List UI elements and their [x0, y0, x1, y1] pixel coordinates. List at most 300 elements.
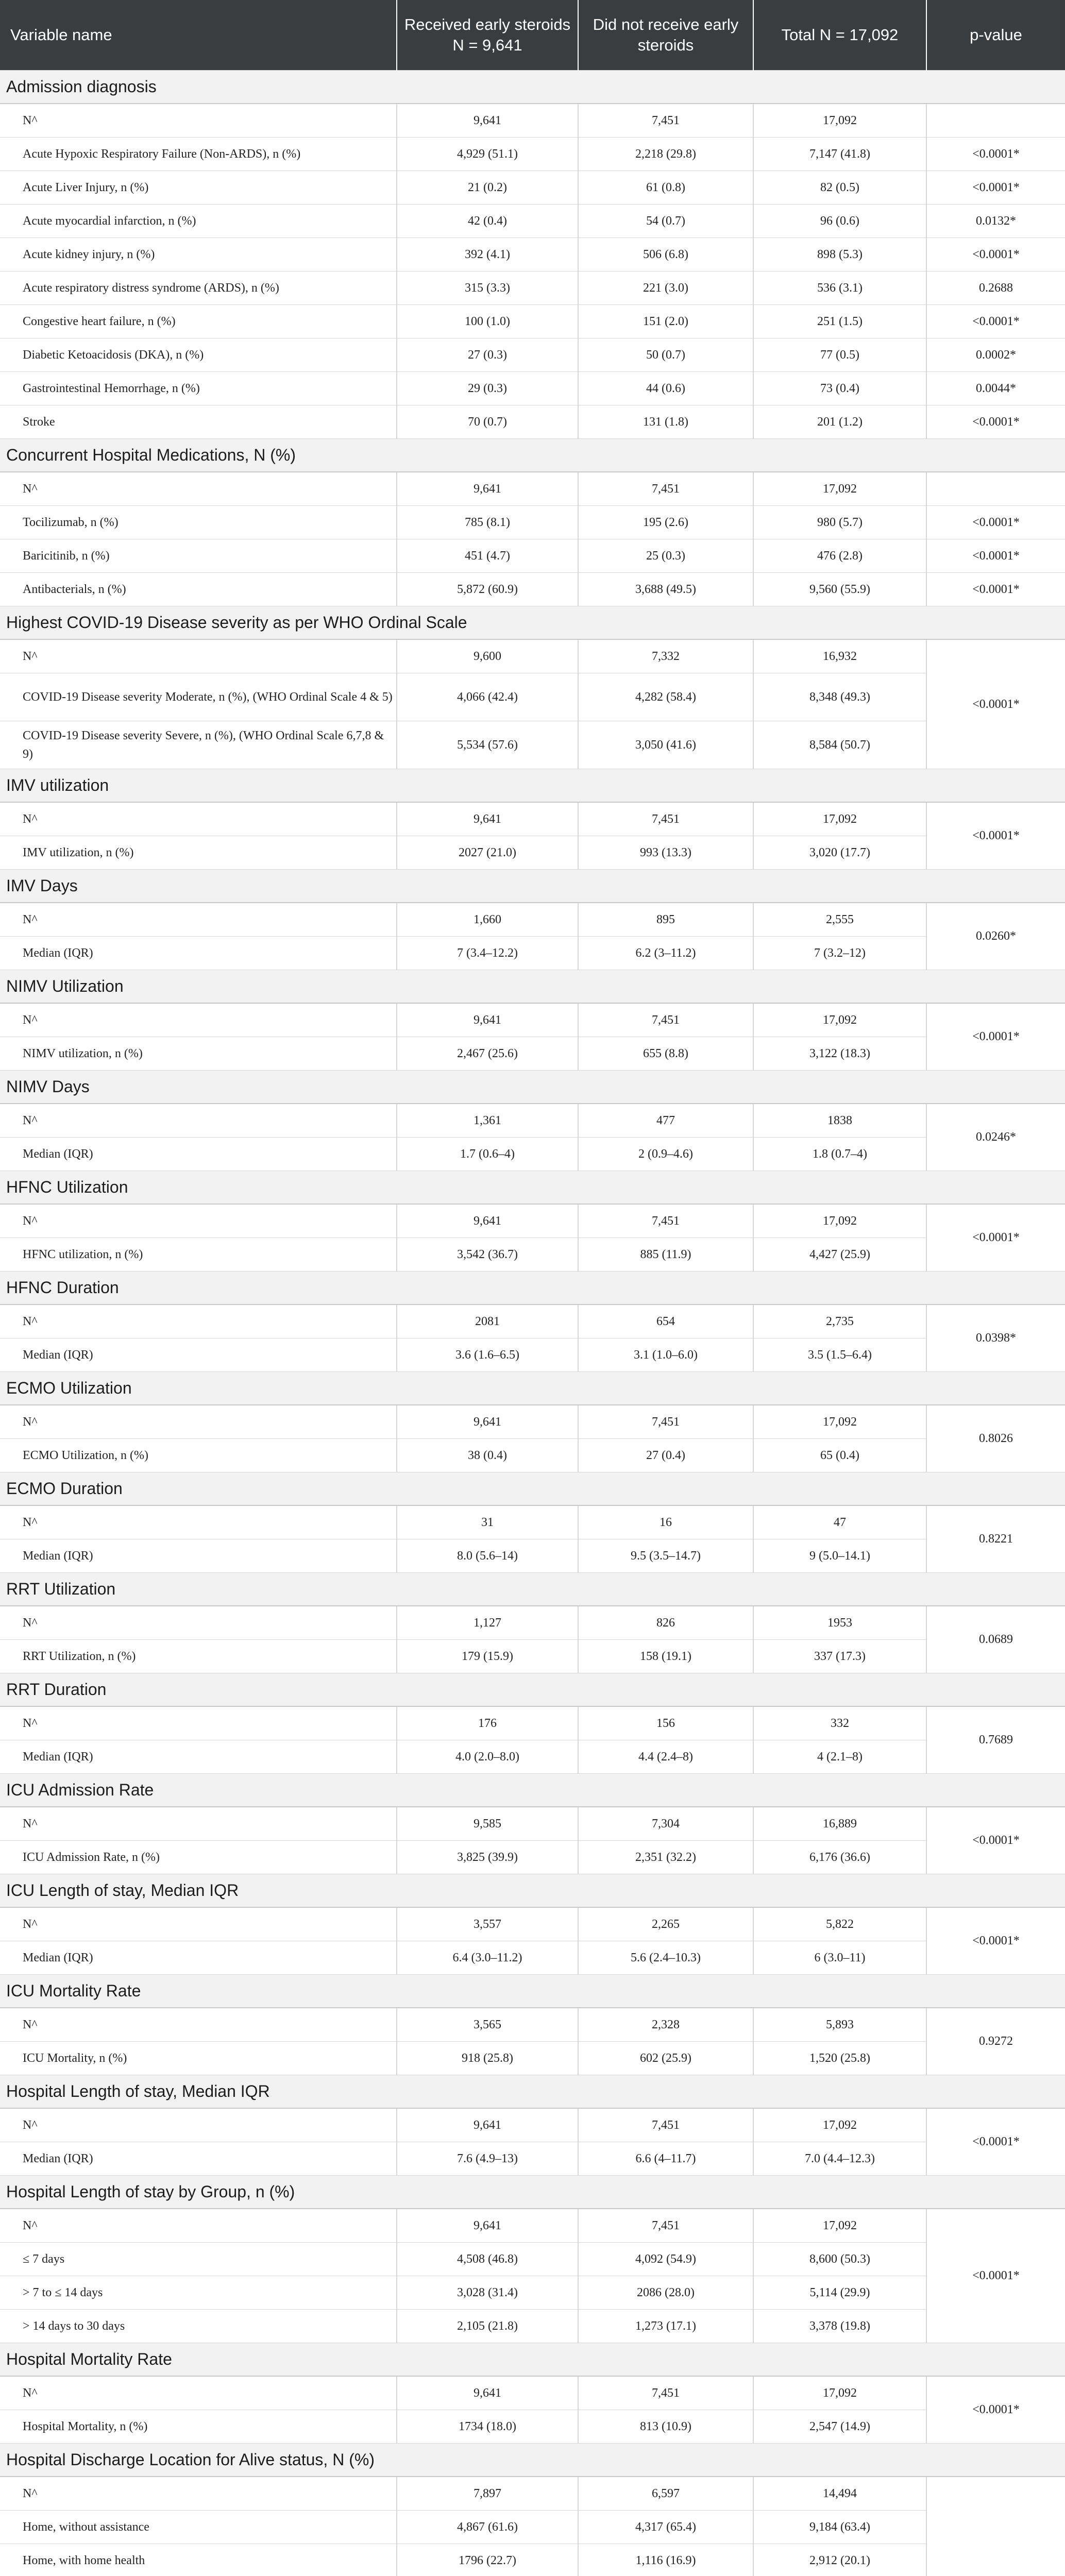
row-total-cell: 73 (0.4) — [753, 372, 926, 405]
row-variable-cell: Median (IQR) — [0, 1539, 397, 1573]
row-p-value-cell: 0.7689 — [926, 1706, 1065, 1774]
row-not-received-cell: 7,332 — [578, 639, 753, 673]
table-row — [0, 903, 1065, 937]
section-header-row — [0, 2176, 1065, 2209]
row-received-cell: 38 (0.4) — [397, 1439, 578, 1472]
row-total-cell: 332 — [753, 1706, 926, 1740]
row-p-value-cell: <0.0001* — [926, 138, 1065, 171]
row-total-cell: 4 (2.1–8) — [753, 1740, 926, 1774]
row-not-received-cell: 3,050 (41.6) — [578, 721, 753, 769]
header-p-value: p-value — [926, 0, 1065, 71]
row-variable-cell: N^ — [0, 472, 397, 506]
section-title: Highest COVID-19 Disease severity as per WHO Ordinal Scale — [0, 606, 1065, 640]
table-row — [0, 1706, 1065, 1740]
row-received-cell: 4,929 (51.1) — [397, 138, 578, 171]
row-not-received-cell: 813 (10.9) — [578, 2410, 753, 2444]
section-header-row — [0, 970, 1065, 1004]
row-received-cell: 2027 (21.0) — [397, 836, 578, 870]
row-not-received-cell: 7,451 — [578, 2376, 753, 2410]
row-total-cell: 5,114 (29.9) — [753, 2276, 926, 2310]
table-row — [0, 506, 1065, 539]
row-received-cell: 9,641 — [397, 2376, 578, 2410]
row-variable-cell: Median (IQR) — [0, 1740, 397, 1774]
row-not-received-cell: 27 (0.4) — [578, 1439, 753, 1472]
table-row — [0, 472, 1065, 506]
row-not-received-cell: 7,451 — [578, 1003, 753, 1037]
table-row — [0, 2310, 1065, 2343]
row-total-cell: 3,122 (18.3) — [753, 1037, 926, 1071]
table-row — [0, 836, 1065, 870]
section-header-row — [0, 1573, 1065, 1606]
row-received-cell: 8.0 (5.6–14) — [397, 1539, 578, 1573]
row-received-cell: 315 (3.3) — [397, 272, 578, 305]
row-not-received-cell: 4,317 (65.4) — [578, 2511, 753, 2544]
row-not-received-cell: 654 — [578, 1304, 753, 1338]
row-not-received-cell: 61 (0.8) — [578, 171, 753, 205]
section-header-row — [0, 1472, 1065, 1506]
row-received-cell: 70 (0.7) — [397, 405, 578, 439]
table-body — [0, 71, 1065, 2576]
section-header-row — [0, 71, 1065, 104]
row-received-cell: 1,127 — [397, 1606, 578, 1640]
row-not-received-cell: 44 (0.6) — [578, 372, 753, 405]
row-variable-cell: N^ — [0, 2209, 397, 2243]
row-p-value-cell: <0.0001* — [926, 405, 1065, 439]
section-title: Concurrent Hospital Medications, N (%) — [0, 439, 1065, 472]
row-variable-cell: Diabetic Ketoacidosis (DKA), n (%) — [0, 338, 397, 372]
table-row — [0, 2209, 1065, 2243]
row-variable-cell: N^ — [0, 2008, 397, 2042]
row-total-cell: 1838 — [753, 1104, 926, 1138]
row-p-value-cell: 0.0044* — [926, 372, 1065, 405]
row-total-cell: 1.8 (0.7–4) — [753, 1138, 926, 1171]
section-title: Hospital Mortality Rate — [0, 2343, 1065, 2377]
table-row — [0, 673, 1065, 721]
table-row — [0, 802, 1065, 836]
row-total-cell: 4,427 (25.9) — [753, 1238, 926, 1272]
header-variable-name: Variable name — [0, 0, 397, 71]
section-title: HFNC Duration — [0, 1272, 1065, 1305]
section-title: ECMO Duration — [0, 1472, 1065, 1506]
row-variable-cell: COVID-19 Disease severity Moderate, n (%), (WHO Ordinal Scale 4 & 5) — [0, 673, 397, 721]
table-row — [0, 2477, 1065, 2511]
table-row — [0, 2410, 1065, 2444]
header-total: Total N = 17,092 — [753, 0, 926, 71]
row-not-received-cell: 2 (0.9–4.6) — [578, 1138, 753, 1171]
row-p-value-cell — [926, 104, 1065, 138]
table-row — [0, 2276, 1065, 2310]
row-total-cell: 7.0 (4.4–12.3) — [753, 2142, 926, 2176]
row-not-received-cell: 2,218 (29.8) — [578, 138, 753, 171]
row-total-cell: 3,020 (17.7) — [753, 836, 926, 870]
row-not-received-cell: 25 (0.3) — [578, 539, 753, 573]
row-not-received-cell: 506 (6.8) — [578, 238, 753, 272]
row-received-cell: 392 (4.1) — [397, 238, 578, 272]
row-not-received-cell: 3.1 (1.0–6.0) — [578, 1338, 753, 1372]
row-total-cell: 980 (5.7) — [753, 506, 926, 539]
row-received-cell: 3,557 — [397, 1907, 578, 1941]
row-not-received-cell: 7,304 — [578, 1807, 753, 1841]
section-header-row — [0, 1975, 1065, 2008]
row-received-cell: 3,565 — [397, 2008, 578, 2042]
table-row — [0, 2008, 1065, 2042]
row-p-value-cell: 0.8026 — [926, 1405, 1065, 1472]
row-variable-cell: N^ — [0, 2376, 397, 2410]
row-p-value-cell: <0.0001* — [926, 171, 1065, 205]
row-total-cell: 47 — [753, 1505, 926, 1539]
row-p-value-cell: <0.0001* — [926, 238, 1065, 272]
header-not-received-label: Did not receive early steroids — [593, 15, 739, 54]
row-not-received-cell: 4,282 (58.4) — [578, 673, 753, 721]
row-total-cell: 16,889 — [753, 1807, 926, 1841]
row-received-cell: 3.6 (1.6–6.5) — [397, 1338, 578, 1372]
section-title: HFNC Utilization — [0, 1171, 1065, 1205]
section-title: RRT Duration — [0, 1673, 1065, 1707]
row-not-received-cell: 2,265 — [578, 1907, 753, 1941]
row-not-received-cell: 4.4 (2.4–8) — [578, 1740, 753, 1774]
section-header-row — [0, 2343, 1065, 2377]
table-row — [0, 1138, 1065, 1171]
table-row — [0, 2544, 1065, 2576]
row-total-cell: 5,893 — [753, 2008, 926, 2042]
table-row — [0, 1907, 1065, 1941]
table-row — [0, 1606, 1065, 1640]
row-not-received-cell: 3,688 (49.5) — [578, 573, 753, 606]
row-total-cell: 17,092 — [753, 1405, 926, 1439]
row-variable-cell: N^ — [0, 903, 397, 937]
table-row — [0, 2376, 1065, 2410]
row-variable-cell: N^ — [0, 1807, 397, 1841]
row-received-cell: 42 (0.4) — [397, 205, 578, 238]
row-variable-cell: ≤ 7 days — [0, 2243, 397, 2276]
row-p-value-cell: 0.0260* — [926, 903, 1065, 970]
table-row — [0, 171, 1065, 205]
row-received-cell: 2081 — [397, 1304, 578, 1338]
row-received-cell: 4,066 (42.4) — [397, 673, 578, 721]
row-not-received-cell: 54 (0.7) — [578, 205, 753, 238]
row-received-cell: 9,641 — [397, 802, 578, 836]
row-total-cell: 17,092 — [753, 472, 926, 506]
row-variable-cell: N^ — [0, 1505, 397, 1539]
row-received-cell: 6.4 (3.0–11.2) — [397, 1941, 578, 1975]
row-variable-cell: Stroke — [0, 405, 397, 439]
row-variable-cell: Median (IQR) — [0, 937, 397, 970]
table-row — [0, 2042, 1065, 2075]
row-p-value-cell: 0.2688 — [926, 272, 1065, 305]
row-received-cell: 1796 (22.7) — [397, 2544, 578, 2576]
row-variable-cell: Congestive heart failure, n (%) — [0, 305, 397, 338]
header-received-early-steroids — [397, 0, 578, 71]
section-title: ECMO Utilization — [0, 1372, 1065, 1405]
row-variable-cell: IMV utilization, n (%) — [0, 836, 397, 870]
row-received-cell: 9,641 — [397, 1003, 578, 1037]
table-row — [0, 573, 1065, 606]
row-variable-cell: N^ — [0, 1003, 397, 1037]
row-not-received-cell: 993 (13.3) — [578, 836, 753, 870]
row-received-cell: 9,641 — [397, 2209, 578, 2243]
section-title: NIMV Days — [0, 1071, 1065, 1104]
row-received-cell: 5,534 (57.6) — [397, 721, 578, 769]
table-row — [0, 1037, 1065, 1071]
row-variable-cell: > 14 days to 30 days — [0, 2310, 397, 2343]
row-received-cell: 9,641 — [397, 2108, 578, 2142]
section-header-row — [0, 2444, 1065, 2477]
row-p-value-cell: 0.0132* — [926, 205, 1065, 238]
table-row — [0, 2243, 1065, 2276]
row-variable-cell: Tocilizumab, n (%) — [0, 506, 397, 539]
row-variable-cell: N^ — [0, 1907, 397, 1941]
row-variable-cell: HFNC utilization, n (%) — [0, 1238, 397, 1272]
row-not-received-cell: 158 (19.1) — [578, 1640, 753, 1673]
row-variable-cell: Acute respiratory distress syndrome (ARDS), n (%) — [0, 272, 397, 305]
row-total-cell: 8,584 (50.7) — [753, 721, 926, 769]
table-row — [0, 721, 1065, 769]
section-title: IMV utilization — [0, 769, 1065, 803]
row-not-received-cell: 7,451 — [578, 2108, 753, 2142]
row-not-received-cell: 7,451 — [578, 802, 753, 836]
table-row — [0, 1807, 1065, 1841]
row-p-value-cell: <0.0001* — [926, 1204, 1065, 1272]
row-received-cell: 2,105 (21.8) — [397, 2310, 578, 2343]
row-not-received-cell: 6.6 (4–11.7) — [578, 2142, 753, 2176]
section-header-row — [0, 870, 1065, 903]
table-row — [0, 1740, 1065, 1774]
row-variable-cell: N^ — [0, 1606, 397, 1640]
row-p-value-cell: <0.0001* — [926, 2376, 1065, 2444]
section-header-row — [0, 1673, 1065, 1707]
table-row — [0, 1405, 1065, 1439]
row-received-cell: 7 (3.4–12.2) — [397, 937, 578, 970]
table-row — [0, 1003, 1065, 1037]
table-row — [0, 104, 1065, 138]
table-row — [0, 1338, 1065, 1372]
row-not-received-cell: 50 (0.7) — [578, 338, 753, 372]
row-total-cell: 17,092 — [753, 1204, 926, 1238]
row-variable-cell: N^ — [0, 639, 397, 673]
row-total-cell: 1,520 (25.8) — [753, 2042, 926, 2075]
row-total-cell: 7 (3.2–12) — [753, 937, 926, 970]
section-title: ICU Mortality Rate — [0, 1975, 1065, 2008]
row-total-cell: 201 (1.2) — [753, 405, 926, 439]
row-variable-cell: N^ — [0, 1304, 397, 1338]
row-total-cell: 6 (3.0–11) — [753, 1941, 926, 1975]
row-received-cell: 9,641 — [397, 1204, 578, 1238]
row-received-cell: 7.6 (4.9–13) — [397, 2142, 578, 2176]
header-received-n: N = 9,641 — [452, 36, 522, 54]
row-received-cell: 5,872 (60.9) — [397, 573, 578, 606]
row-variable-cell: Median (IQR) — [0, 1138, 397, 1171]
row-p-value-cell — [926, 472, 1065, 506]
row-p-value-cell: <0.0001* — [926, 1807, 1065, 1874]
row-received-cell: 9,585 — [397, 1807, 578, 1841]
table-row — [0, 405, 1065, 439]
row-variable-cell: ECMO Utilization, n (%) — [0, 1439, 397, 1472]
row-received-cell: 451 (4.7) — [397, 539, 578, 573]
table-row — [0, 238, 1065, 272]
row-not-received-cell: 2,351 (32.2) — [578, 1841, 753, 1874]
row-total-cell: 898 (5.3) — [753, 238, 926, 272]
row-p-value-cell: 0.8221 — [926, 1505, 1065, 1573]
table-row — [0, 1640, 1065, 1673]
row-not-received-cell: 895 — [578, 903, 753, 937]
row-total-cell: 3,378 (19.8) — [753, 2310, 926, 2343]
row-p-value-cell: <0.0001* — [926, 1003, 1065, 1071]
row-total-cell: 1953 — [753, 1606, 926, 1640]
row-variable-cell: ICU Admission Rate, n (%) — [0, 1841, 397, 1874]
table-row — [0, 338, 1065, 372]
row-not-received-cell: 7,451 — [578, 1204, 753, 1238]
row-total-cell: 2,555 — [753, 903, 926, 937]
row-not-received-cell: 826 — [578, 1606, 753, 1640]
row-not-received-cell: 5.6 (2.4–10.3) — [578, 1941, 753, 1975]
row-not-received-cell: 151 (2.0) — [578, 305, 753, 338]
table-header-row — [0, 0, 1065, 71]
row-variable-cell: Acute kidney injury, n (%) — [0, 238, 397, 272]
row-p-value-cell: 0.0246* — [926, 1104, 1065, 1171]
section-title: Hospital Length of stay by Group, n (%) — [0, 2176, 1065, 2209]
row-total-cell: 17,092 — [753, 2108, 926, 2142]
row-variable-cell: N^ — [0, 1706, 397, 1740]
row-received-cell: 4.0 (2.0–8.0) — [397, 1740, 578, 1774]
row-variable-cell: Median (IQR) — [0, 2142, 397, 2176]
row-not-received-cell: 9.5 (3.5–14.7) — [578, 1539, 753, 1573]
row-received-cell: 9,641 — [397, 1405, 578, 1439]
row-variable-cell: N^ — [0, 2108, 397, 2142]
row-variable-cell: ICU Mortality, n (%) — [0, 2042, 397, 2075]
row-received-cell: 3,542 (36.7) — [397, 1238, 578, 1272]
table-row — [0, 205, 1065, 238]
row-received-cell: 27 (0.3) — [397, 338, 578, 372]
row-variable-cell: N^ — [0, 1104, 397, 1138]
row-variable-cell: COVID-19 Disease severity Severe, n (%), (WHO Ordinal Scale 6,7,8 & 9) — [0, 721, 397, 769]
row-variable-cell: Median (IQR) — [0, 1338, 397, 1372]
table-row — [0, 1941, 1065, 1975]
section-title: Admission diagnosis — [0, 71, 1065, 104]
section-title: IMV Days — [0, 870, 1065, 903]
section-header-row — [0, 1071, 1065, 1104]
section-title: ICU Length of stay, Median IQR — [0, 1874, 1065, 1908]
row-total-cell: 8,348 (49.3) — [753, 673, 926, 721]
row-received-cell: 918 (25.8) — [397, 2042, 578, 2075]
row-not-received-cell: 131 (1.8) — [578, 405, 753, 439]
row-total-cell: 337 (17.3) — [753, 1640, 926, 1673]
row-p-value-cell: <0.0001* — [926, 506, 1065, 539]
section-title: NIMV Utilization — [0, 970, 1065, 1004]
row-not-received-cell: 7,451 — [578, 1405, 753, 1439]
row-received-cell: 179 (15.9) — [397, 1640, 578, 1673]
row-p-value-cell: <0.0001* — [926, 2108, 1065, 2176]
row-total-cell: 476 (2.8) — [753, 539, 926, 573]
row-received-cell: 2,467 (25.6) — [397, 1037, 578, 1071]
row-received-cell: 4,508 (46.8) — [397, 2243, 578, 2276]
row-variable-cell: Antibacterials, n (%) — [0, 573, 397, 606]
row-variable-cell: NIMV utilization, n (%) — [0, 1037, 397, 1071]
section-header-row — [0, 1272, 1065, 1305]
row-p-value-cell: 0.0002* — [926, 338, 1065, 372]
row-total-cell: 2,735 — [753, 1304, 926, 1338]
row-variable-cell: Home, without assistance — [0, 2511, 397, 2544]
row-p-value-cell: <0.0001* — [926, 573, 1065, 606]
row-total-cell: 17,092 — [753, 802, 926, 836]
row-not-received-cell: 4,092 (54.9) — [578, 2243, 753, 2276]
row-variable-cell: Hospital Mortality, n (%) — [0, 2410, 397, 2444]
table-row — [0, 2511, 1065, 2544]
row-not-received-cell: 6,597 — [578, 2477, 753, 2511]
section-header-row — [0, 769, 1065, 803]
section-header-row — [0, 1874, 1065, 1908]
row-not-received-cell: 16 — [578, 1505, 753, 1539]
row-not-received-cell: 655 (8.8) — [578, 1037, 753, 1071]
section-title: RRT Utilization — [0, 1573, 1065, 1606]
table-row — [0, 138, 1065, 171]
section-header-row — [0, 1774, 1065, 1807]
row-variable-cell: N^ — [0, 2477, 397, 2511]
row-p-value-cell: <0.0001* — [926, 305, 1065, 338]
row-received-cell: 31 — [397, 1505, 578, 1539]
row-total-cell: 96 (0.6) — [753, 205, 926, 238]
row-not-received-cell: 195 (2.6) — [578, 506, 753, 539]
header-not-received-early-steroids — [578, 0, 753, 71]
row-p-value-cell: <0.0001* — [926, 2209, 1065, 2343]
row-received-cell: 29 (0.3) — [397, 372, 578, 405]
row-received-cell: 1,361 — [397, 1104, 578, 1138]
row-received-cell: 176 — [397, 1706, 578, 1740]
row-variable-cell: Acute Hypoxic Respiratory Failure (Non-ARDS), n (%) — [0, 138, 397, 171]
row-received-cell: 785 (8.1) — [397, 506, 578, 539]
row-received-cell: 9,641 — [397, 472, 578, 506]
header-received-label: Received early steroids — [404, 15, 571, 33]
row-received-cell: 4,867 (61.6) — [397, 2511, 578, 2544]
table-row — [0, 1505, 1065, 1539]
row-variable-cell: N^ — [0, 802, 397, 836]
row-total-cell: 7,147 (41.8) — [753, 138, 926, 171]
row-total-cell: 14,494 — [753, 2477, 926, 2511]
table-row — [0, 1104, 1065, 1138]
row-not-received-cell: 6.2 (3–11.2) — [578, 937, 753, 970]
section-header-row — [0, 1171, 1065, 1205]
section-title: Hospital Discharge Location for Alive status, N (%) — [0, 2444, 1065, 2477]
row-received-cell: 1,660 — [397, 903, 578, 937]
row-received-cell: 1.7 (0.6–4) — [397, 1138, 578, 1171]
row-variable-cell: N^ — [0, 1405, 397, 1439]
row-p-value-cell: <0.0001* — [926, 1907, 1065, 1975]
table-row — [0, 372, 1065, 405]
table-row — [0, 2108, 1065, 2142]
table-row — [0, 937, 1065, 970]
table-row — [0, 272, 1065, 305]
table-row — [0, 639, 1065, 673]
row-total-cell: 77 (0.5) — [753, 338, 926, 372]
row-variable-cell: Home, with home health — [0, 2544, 397, 2576]
row-received-cell: 7,897 — [397, 2477, 578, 2511]
table-row — [0, 1841, 1065, 1874]
row-not-received-cell: 1,273 (17.1) — [578, 2310, 753, 2343]
row-p-value-cell: 0.0689 — [926, 1606, 1065, 1673]
row-total-cell: 65 (0.4) — [753, 1439, 926, 1472]
row-not-received-cell: 885 (11.9) — [578, 1238, 753, 1272]
row-p-value-cell: 0.9272 — [926, 2008, 1065, 2075]
section-title: ICU Admission Rate — [0, 1774, 1065, 1807]
row-p-value-cell — [926, 2477, 1065, 2576]
row-not-received-cell: 2,328 — [578, 2008, 753, 2042]
row-p-value-cell: <0.0001* — [926, 802, 1065, 870]
row-total-cell: 17,092 — [753, 2376, 926, 2410]
table-row — [0, 1238, 1065, 1272]
row-not-received-cell: 7,451 — [578, 2209, 753, 2243]
table-row — [0, 305, 1065, 338]
row-received-cell: 9,641 — [397, 104, 578, 138]
row-total-cell: 5,822 — [753, 1907, 926, 1941]
